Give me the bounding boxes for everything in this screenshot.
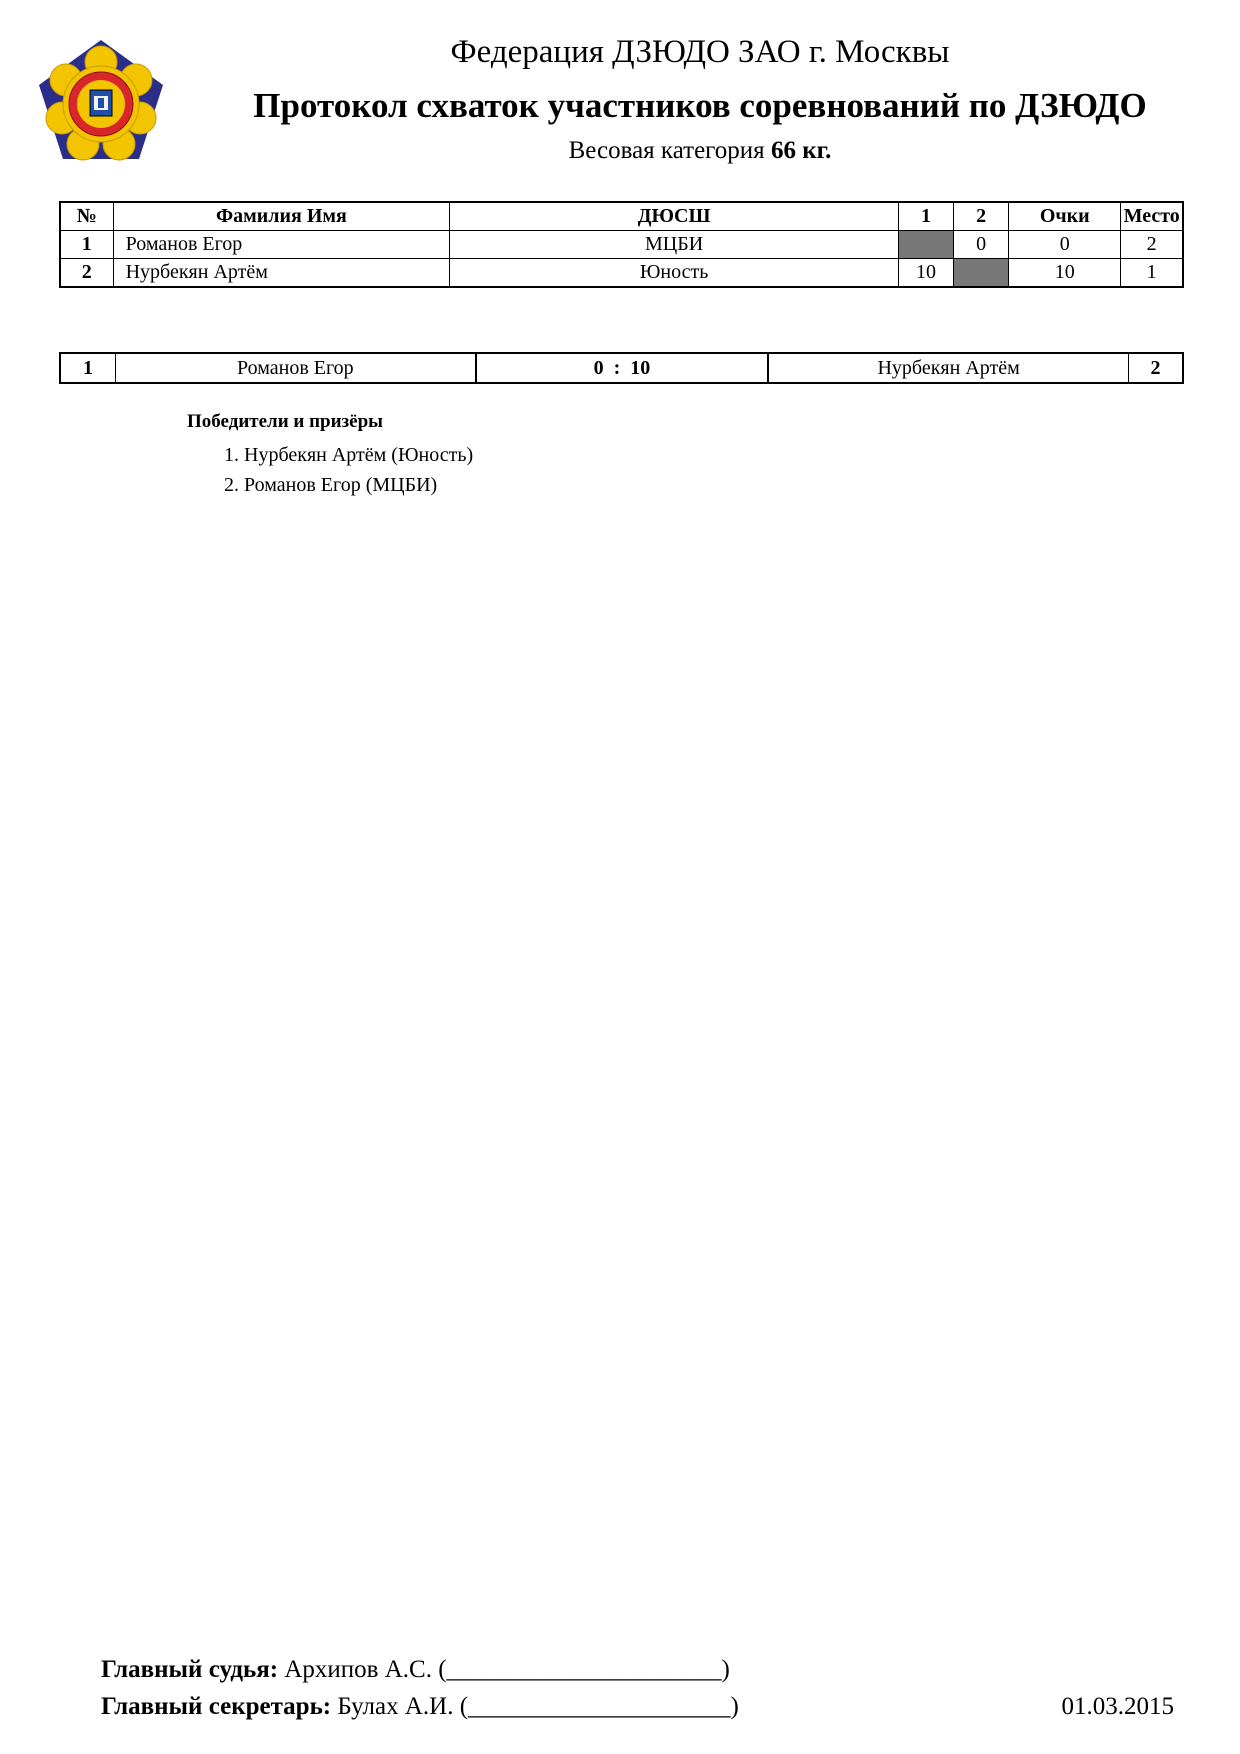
round-score: 10 [898,259,953,288]
athlete-name: Романов Егор [113,231,450,259]
athlete-school: МЦБИ [450,231,899,259]
points-value: 10 [1009,259,1121,288]
results-table [59,201,1184,288]
protocol-title: Протокол схваток участников соревнований по ДЗЮДО [253,86,1147,125]
col-points-header: Очки [1009,202,1121,231]
table-row [60,259,1183,288]
list-item: 1. Нурбекян Артём (Юность) [224,444,474,466]
row-number: 2 [60,259,113,288]
protocol-date: 01.03.2015 [1061,1693,1174,1720]
bout-left-number: 1 [60,353,115,383]
weight-category [200,137,1200,165]
bout-table [59,352,1184,384]
athlete-school: Юность [450,259,899,288]
col-school-header: ДЮСШ [450,202,899,231]
col-round1-header: 1 [898,202,953,231]
place-value: 2 [1121,231,1183,259]
chief-judge-value: Архипов А.С. (______________________) [284,1656,730,1683]
list-item: 2. Романов Егор (МЦБИ) [224,474,438,496]
chief-judge-label: Главный судья: [101,1656,279,1683]
table-row [60,231,1183,259]
federation-emblem-icon [36,38,166,162]
weight-category-label: Весовая категория [568,137,765,164]
chief-judge-line [101,1656,730,1684]
col-number-header: № [60,202,113,231]
bout-row [60,353,1183,383]
col-name-header: Фамилия Имя [113,202,450,231]
federation-title: Федерация ДЗЮДО ЗАО г. Москвы [450,34,950,70]
col-place-header: Место [1121,202,1183,231]
bout-left-name: Романов Егор [115,353,475,383]
winners-list [224,440,473,500]
bout-right-name: Нурбекян Артём [768,353,1128,383]
row-number: 1 [60,231,113,259]
weight-category-value: 66 кг. [770,137,832,164]
chief-secretary-label: Главный секретарь: [101,1693,332,1720]
bout-right-number: 2 [1128,353,1183,383]
athlete-name: Нурбекян Артём [113,259,450,288]
results-header-row [60,202,1183,231]
winners-title: Победители и призёры [187,411,384,432]
col-round2-header: 2 [954,202,1009,231]
self-cell [954,259,1009,288]
chief-secretary-value: Булах А.И. (_____________________) [337,1693,739,1720]
points-value: 0 [1009,231,1121,259]
place-value: 1 [1121,259,1183,288]
round-score: 0 [954,231,1009,259]
bout-score: 0 : 10 [476,353,769,383]
self-cell [898,231,953,259]
chief-secretary-line [101,1693,739,1721]
